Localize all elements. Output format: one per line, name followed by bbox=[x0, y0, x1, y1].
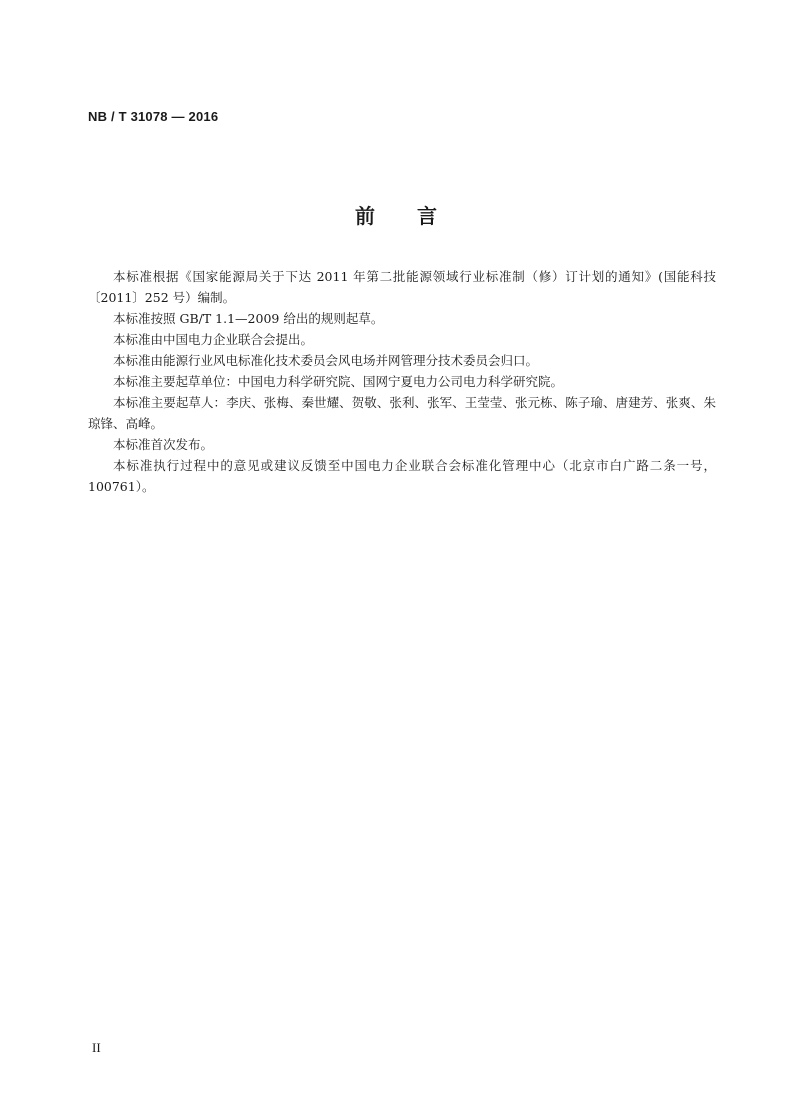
title-char-2: 言 bbox=[417, 204, 437, 228]
paragraph-proposer: 本标准由中国电力企业联合会提出。 bbox=[113, 332, 314, 347]
paragraph-drafting-units: 本标准主要起草单位：中国电力科学研究院、国网宁夏电力公司电力科学研究院。 bbox=[113, 374, 564, 389]
foreword-body bbox=[88, 266, 716, 497]
paragraph-first-release: 本标准首次发布。 bbox=[113, 437, 214, 452]
page-number: II bbox=[92, 1040, 101, 1055]
paragraph-basis: 本标准根据《国家能源局关于下达 2011 年第二批能源领域行业标准制（修）订计划的通知》(国能科技〔2011〕252 号）编制。 bbox=[88, 269, 716, 305]
paragraph-committee: 本标准由能源行业风电标准化技术委员会风电场并网管理分技术委员会归口。 bbox=[113, 353, 539, 368]
page-title bbox=[0, 200, 792, 229]
paragraph-drafting-rules: 本标准按照 GB/T 1.1—2009 给出的规则起草。 bbox=[113, 311, 384, 326]
title-char-1: 前 bbox=[355, 204, 375, 228]
paragraph-drafters: 本标准主要起草人：李庆、张梅、秦世耀、贺敬、张利、张军、王莹莹、张元栋、陈子瑜、唐建芳、张爽、朱琼锋、高峰。 bbox=[88, 395, 716, 431]
paragraph-feedback: 本标准执行过程中的意见或建议反馈至中国电力企业联合会标准化管理中心（北京市白广路二条一号，100761）。 bbox=[88, 458, 716, 494]
standard-code: NB / T 31078 — 2016 bbox=[88, 109, 219, 124]
